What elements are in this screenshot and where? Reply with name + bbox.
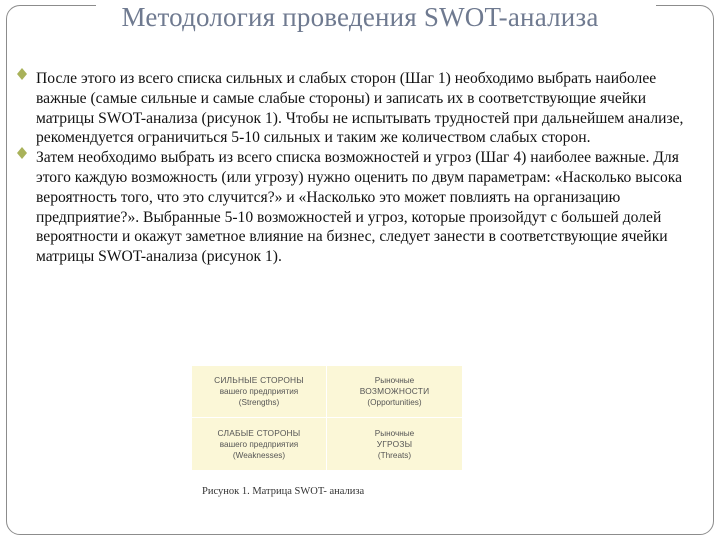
bullet-marker-icon bbox=[17, 153, 27, 159]
slide-content bbox=[16, 69, 706, 267]
bullet-marker-icon bbox=[17, 74, 27, 80]
bullet-item-1 bbox=[16, 69, 706, 148]
cell-heading: СИЛЬНЫЕ СТОРОНЫ bbox=[214, 375, 304, 385]
cell-heading: Рыночные bbox=[374, 376, 415, 385]
matrix-cell-threats bbox=[327, 418, 462, 470]
cell-english-label: (Strengths) bbox=[238, 398, 280, 407]
cell-subtitle: УГРОЗЫ bbox=[376, 438, 413, 449]
matrix-cell-weaknesses bbox=[192, 418, 327, 470]
bullet-text-1: После этого из всего списка сильных и слабых сторон (Шаг 1) необходимо выбрать наиболее важные (самые сильные и самые слабые стороны) и записать их в соответствующие ячейки матрицы SWOT-анализа (рисунок 1). Чтобы не испытывать трудностей при дальнейшем анализе, рекомендуется ограничиться 5-10 сильных и таким же количеством слабых сторон. bbox=[36, 70, 684, 147]
swot-matrix bbox=[192, 366, 462, 470]
slide-title: Методология проведения SWOT-анализа bbox=[121, 2, 599, 32]
figure-caption: Рисунок 1. Матрица SWOT- анализа bbox=[202, 486, 365, 497]
cell-english-label: (Threats) bbox=[377, 450, 412, 460]
cell-heading: Рыночные bbox=[374, 428, 415, 438]
bullet-item-2 bbox=[16, 148, 706, 267]
cell-english-label: (Weaknesses) bbox=[232, 450, 286, 460]
cell-heading: СЛАБЫЕ СТОРОНЫ bbox=[217, 427, 301, 438]
cell-subtitle: вашего предприятия bbox=[219, 387, 299, 396]
cell-english-label: (Opportunities) bbox=[367, 398, 422, 407]
cell-subtitle: ВОЗМОЖНОСТИ bbox=[359, 386, 430, 396]
cell-subtitle: вашего предприятия bbox=[219, 439, 299, 449]
bullet-text-2: Затем необходимо выбрать из всего списка возможностей и угроз (Шаг 4) наиболее важные. Для этого каждую возможность (или угрозу) нужно оценить по двум параметрам: «Насколько высока вероятность того, что это случится?» и «Насколько это может повлиять на организацию предприятие?». Выбранные 5-10 возможностей и угроз, которые произойдут с большей долей вероятности и окажут заметное влияние на бизнес, следует занести в соответствующие ячейки матрицы SWOT-анализа (рисунок 1). bbox=[36, 149, 683, 266]
matrix-cell-strengths bbox=[192, 366, 327, 418]
matrix-cell-opportunities bbox=[327, 366, 462, 418]
